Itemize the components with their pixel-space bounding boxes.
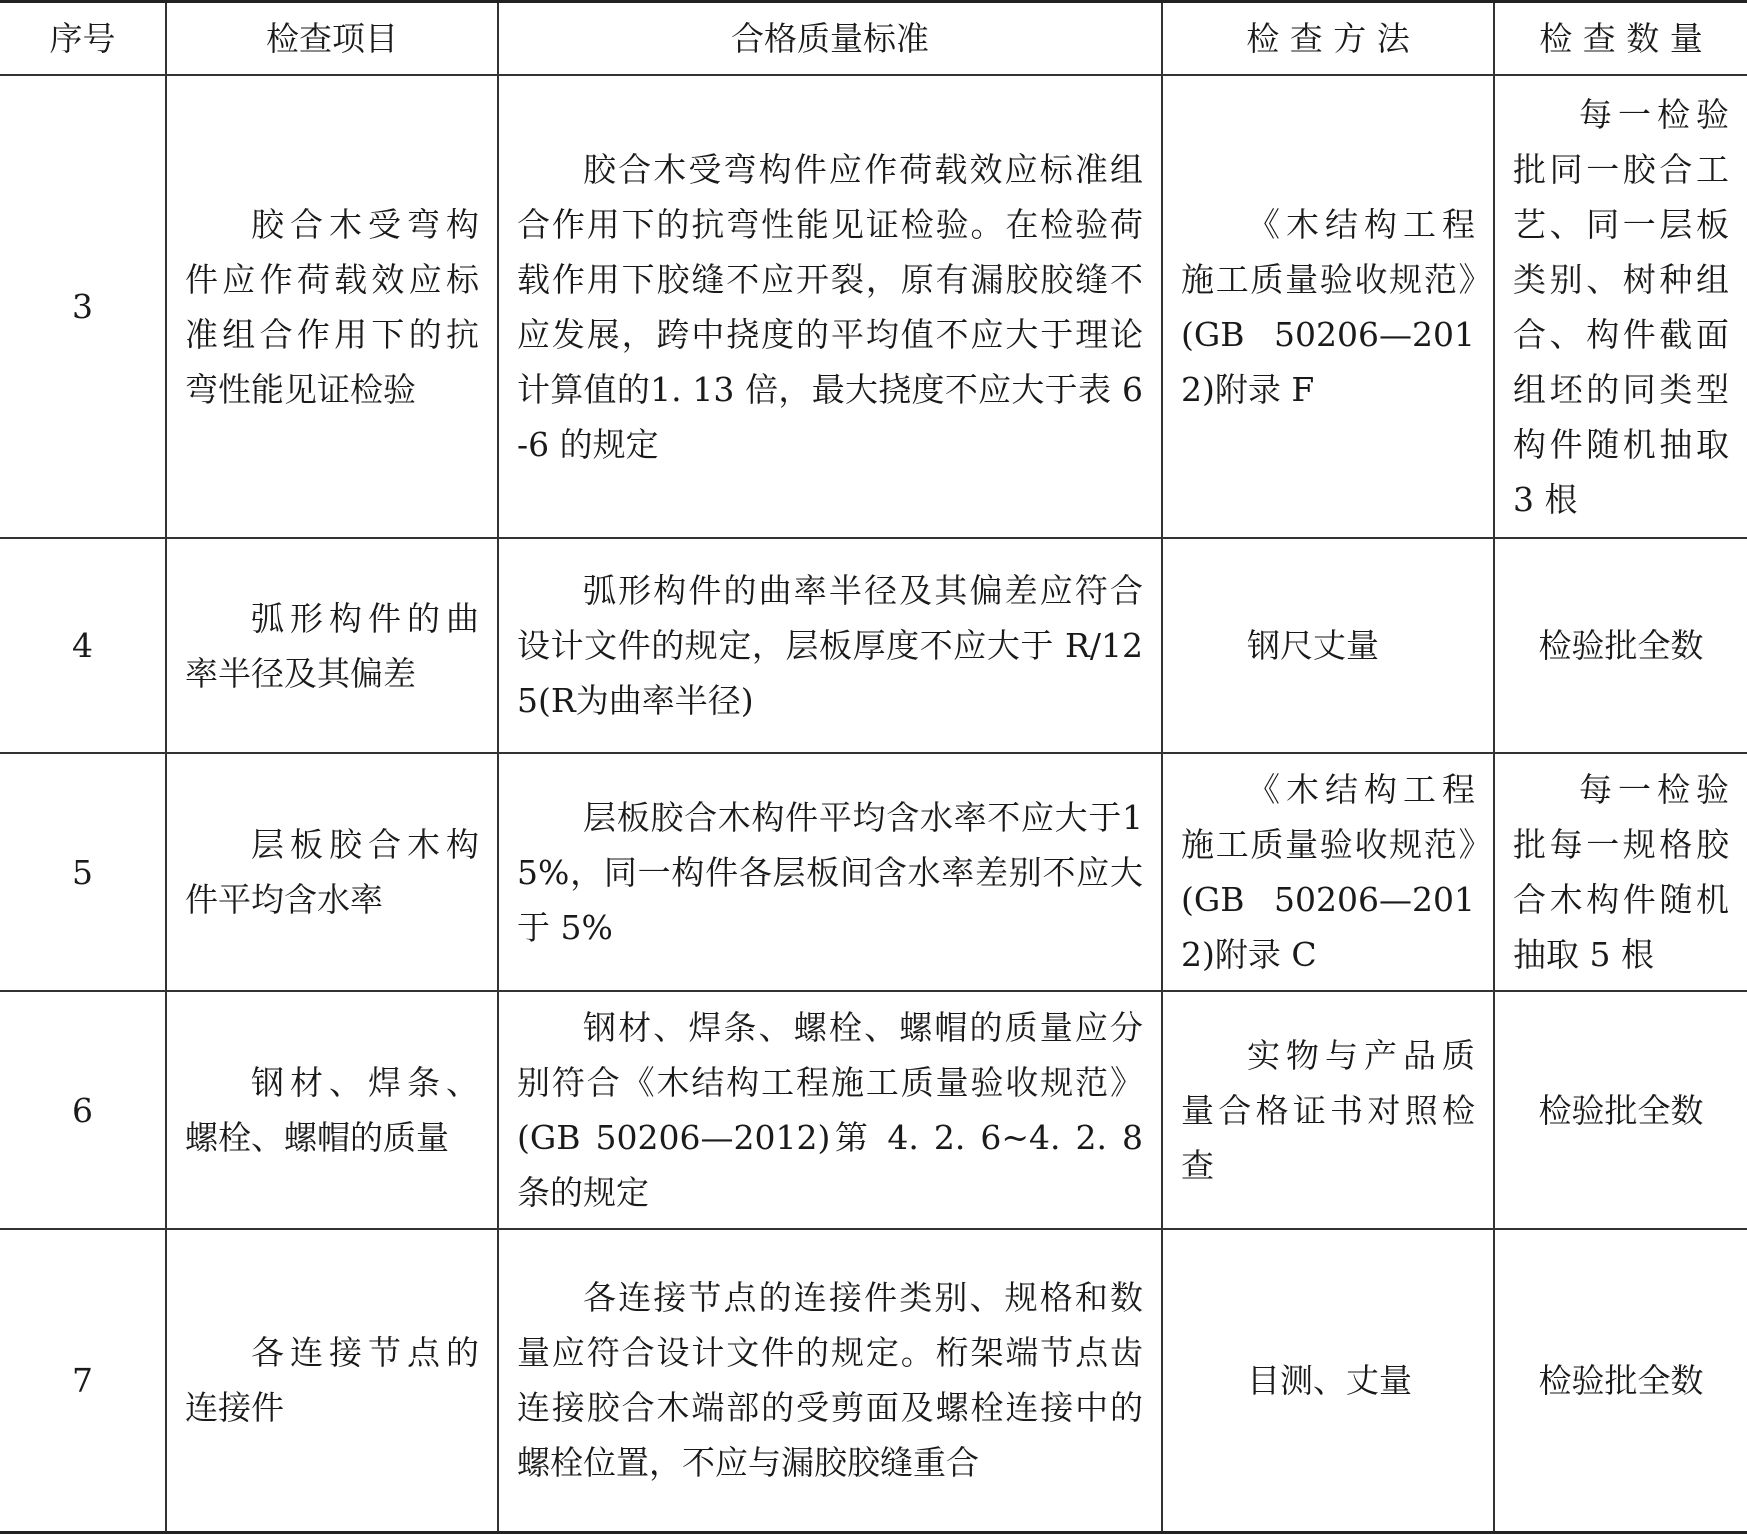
row-method: 实物与产品质量合格证书对照检查 [1162,991,1494,1229]
table-row [0,1229,1747,1532]
header-standard: 合格质量标准 [498,2,1162,76]
row-item: 弧形构件的曲率半径及其偏差 [166,538,498,753]
row-no: 7 [0,1229,166,1532]
row-item: 各连接节点的连接件 [166,1229,498,1532]
header-row [0,2,1747,76]
row-quantity: 检验批全数 [1494,538,1747,753]
row-standard: 胶合木受弯构件应作荷载效应标准组合作用下的抗弯性能见证检验。在检验荷载作用下胶缝不应开裂，原有漏胶胶缝不应发展，跨中挠度的平均值不应大于理论计算值的1. 13 倍，最大挠度不应大于表 6-6 的规定 [498,75,1162,538]
row-no: 4 [0,538,166,753]
row-method: 钢尺丈量 [1162,538,1494,753]
row-standard: 钢材、焊条、螺栓、螺帽的质量应分别符合《木结构工程施工质量验收规范》(GB 50206—2012)第 4. 2. 6~4. 2. 8 条的规定 [498,991,1162,1229]
row-no: 6 [0,991,166,1229]
row-item: 钢材、焊条、螺栓、螺帽的质量 [166,991,498,1229]
row-no: 5 [0,753,166,991]
row-standard: 层板胶合木构件平均含水率不应大于15%，同一构件各层板间含水率差别不应大于 5% [498,753,1162,991]
row-standard: 弧形构件的曲率半径及其偏差应符合设计文件的规定，层板厚度不应大于 R/125(R为曲率半径) [498,538,1162,753]
row-method: 《木结构工程施工质量验收规范》(GB 50206—2012)附录 F [1162,75,1494,538]
row-quantity: 检验批全数 [1494,1229,1747,1532]
header-item: 检查项目 [166,2,498,76]
table-row [0,538,1747,753]
row-quantity: 检验批全数 [1494,991,1747,1229]
row-item: 胶合木受弯构件应作荷载效应标准组合作用下的抗弯性能见证检验 [166,75,498,538]
row-quantity: 每一检验批每一规格胶合木构件随机抽取 5 根 [1494,753,1747,991]
row-method: 《木结构工程施工质量验收规范》(GB 50206—2012)附录 C [1162,753,1494,991]
row-standard: 各连接节点的连接件类别、规格和数量应符合设计文件的规定。桁架端节点齿连接胶合木端部的受剪面及螺栓连接中的螺栓位置，不应与漏胶胶缝重合 [498,1229,1162,1532]
header-no: 序号 [0,2,166,76]
header-method: 检 查 方 法 [1162,2,1494,76]
row-method: 目测、丈量 [1162,1229,1494,1532]
table-row [0,753,1747,991]
row-item: 层板胶合木构件平均含水率 [166,753,498,991]
table-row [0,75,1747,538]
row-quantity: 每一检验批同一胶合工艺、同一层板类别、树种组合、构件截面组坯的同类型构件随机抽取 3 根 [1494,75,1747,538]
table-row [0,991,1747,1229]
header-quantity: 检 查 数 量 [1494,2,1747,76]
row-no: 3 [0,75,166,538]
